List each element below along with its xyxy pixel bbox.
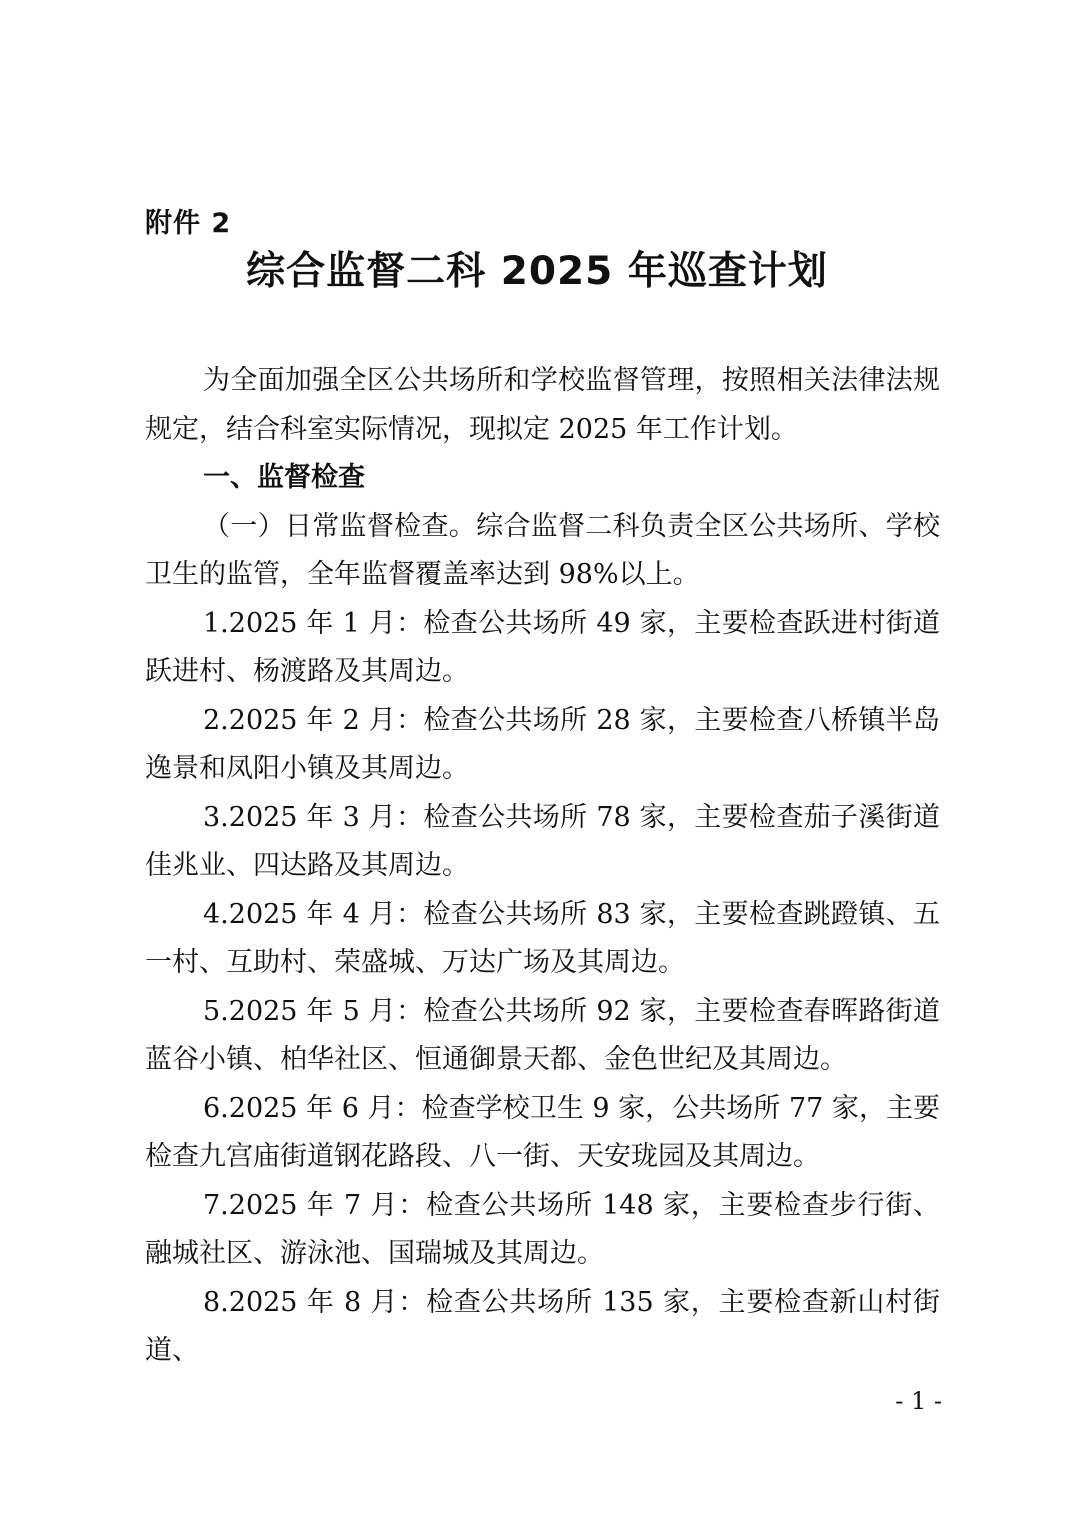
plan-item-may: 5.2025 年 5 月：检查公共场所 92 家，主要检查春晖路街道蓝谷小镇、柏华社区、恒通御景天都、金色世纪及其周边。 — [145, 995, 940, 1075]
document-body — [145, 357, 940, 1376]
plan-item-march: 3.2025 年 3 月：检查公共场所 78 家，主要检查茄子溪街道佳兆业、四达路及其周边。 — [145, 801, 940, 881]
page-number: - 1 - — [895, 1387, 942, 1415]
plan-item-june: 6.2025 年 6 月：检查学校卫生 9 家，公共场所 77 家，主要检查九宫庙街道钢花路段、八一街、天安珑园及其周边。 — [145, 1092, 940, 1172]
subsection-paragraph: （一）日常监督检查。综合监督二科负责全区公共场所、学校卫生的监管，全年监督覆盖率达到 98%以上。 — [145, 510, 940, 590]
plan-item-august: 8.2025 年 8 月：检查公共场所 135 家，主要检查新山村街道、 — [145, 1286, 940, 1366]
plan-item-january: 1.2025 年 1 月：检查公共场所 49 家，主要检查跃进村街道跃进村、杨渡路及其周边。 — [145, 607, 940, 687]
plan-item-july: 7.2025 年 7 月：检查公共场所 148 家，主要检查步行街、融城社区、游泳池、国瑞城及其周边。 — [145, 1189, 940, 1269]
plan-item-april: 4.2025 年 4 月：检查公共场所 83 家，主要检查跳蹬镇、五一村、互助村、荣盛城、万达广场及其周边。 — [145, 898, 940, 978]
plan-item-february: 2.2025 年 2 月：检查公共场所 28 家，主要检查八桥镇半岛逸景和凤阳小镇及其周边。 — [145, 704, 940, 784]
attachment-label: 附件 2 — [145, 208, 232, 239]
section-heading: 一、监督检查 — [203, 462, 365, 493]
document-title: 综合监督二科 2025 年巡查计划 — [246, 249, 828, 294]
intro-paragraph: 为全面加强全区公共场所和学校监督管理，按照相关法律法规规定，结合科室实际情况，现拟定 2025 年工作计划。 — [145, 365, 940, 445]
